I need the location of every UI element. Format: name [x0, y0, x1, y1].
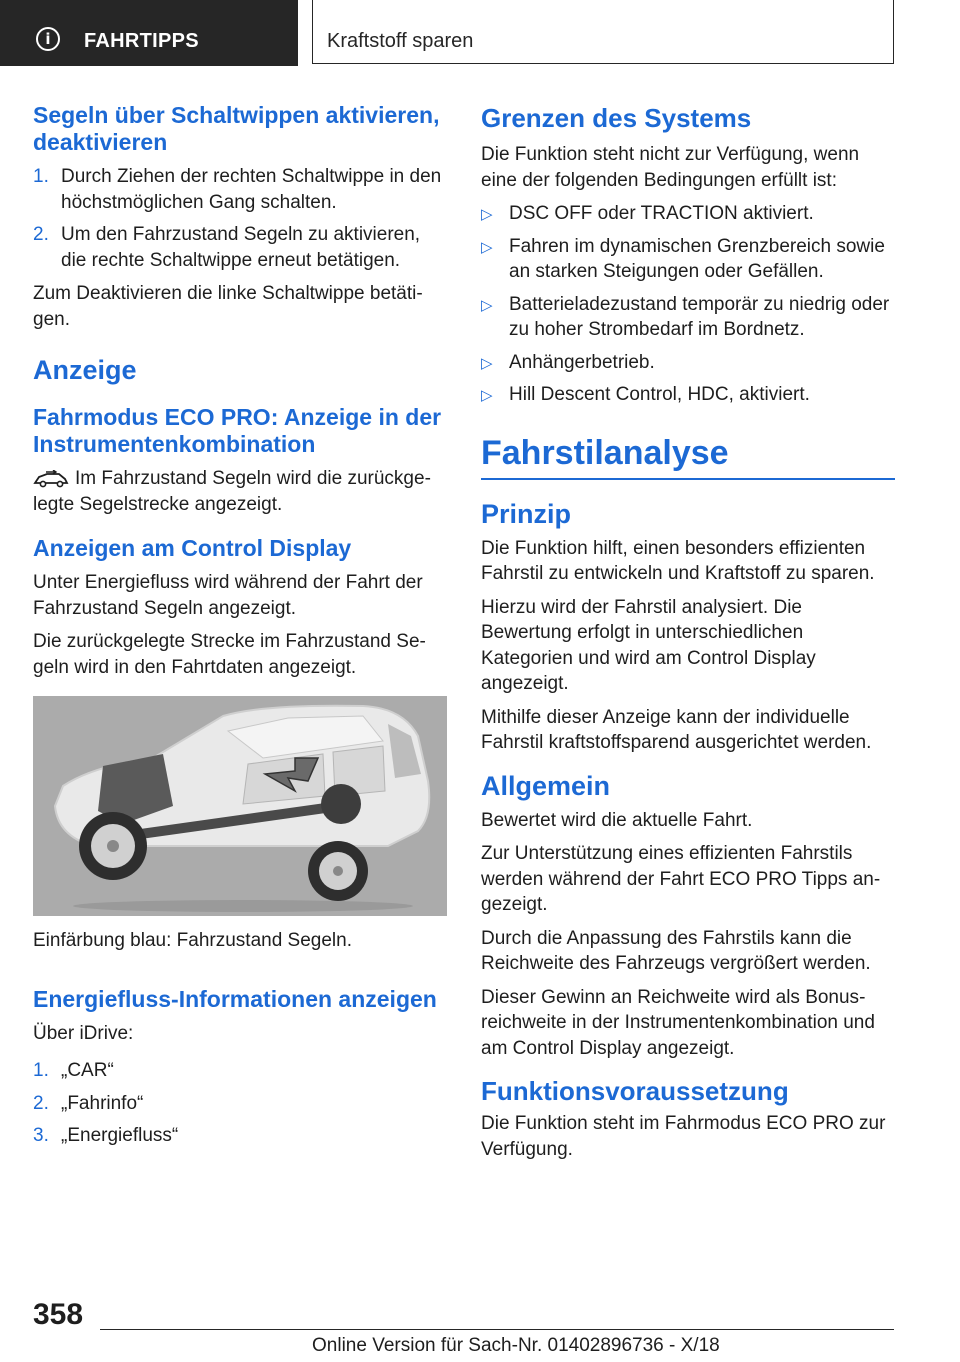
right-column [481, 102, 895, 1170]
allgemein-text-1: Bewertet wird die aktuelle Fahrt. [481, 809, 753, 831]
allgemein-text-4: Dieser Gewinn an Reichweite wird als Bonusreichweite in der Instrumentenkombination und am Control Display angezeigt. [481, 986, 875, 1059]
grenzen-heading: Grenzen des Systems [481, 103, 752, 133]
segeln-deactivate-text: Zum Deaktivieren die linke Schaltwippe betätigen. [33, 283, 423, 330]
anzeige-heading: Anzeige [33, 355, 137, 385]
footer-divider [100, 1329, 894, 1330]
list-item: 2. „Fahrinfo“ [33, 1092, 144, 1114]
triangle-bullet-icon: ▷ [481, 238, 493, 256]
topic-title: Kraftstoff sparen [327, 30, 474, 52]
voraussetzung-text: Die Funktion steht im Fahrmodus ECO PRO zur Verfügung. [481, 1113, 886, 1160]
figure-caption: Einfärbung blau: Fahrzustand Segeln. [33, 930, 352, 951]
list-item: 3. „Energiefluss“ [33, 1125, 179, 1146]
fahrstilanalyse-heading: Fahrstilanalyse [481, 433, 729, 472]
triangle-bullet-icon: ▷ [481, 296, 493, 314]
list-item: 1. Durch Ziehen der rechten Schaltwippe in den höchstmöglichen Gang schalten. [33, 166, 442, 213]
left-column [33, 102, 447, 1157]
triangle-bullet-icon: ▷ [481, 354, 493, 372]
energiefluss-intro: Über iDrive: [33, 1022, 134, 1044]
list-item: ▷ Fahren im dynamischen Grenzbereich sowie an starken Steigungen oder Gefällen. [481, 235, 885, 282]
page-number: 358 [33, 1298, 84, 1331]
triangle-bullet-icon: ▷ [481, 206, 493, 223]
grenzen-intro: Die Funktion steht nicht zur Verfügung, wenn eine der folgenden Bedingungen erfüllt ist: [481, 144, 860, 191]
control-text-2: Die zurückgelegte Strecke im Fahrzustand Segeln wird in den Fahrtdaten angezeigt. [33, 631, 426, 678]
car-illustration [33, 696, 447, 916]
control-text-1: Unter Energiefluss wird während der Fahrt der Fahrzustand Segeln angezeigt. [33, 572, 423, 619]
allgemein-text-3: Durch die Anpassung des Fahrstils kann die Reichweite des Fahrzeugs vergrößert werden. [481, 927, 871, 974]
segeln-heading: Segeln über Schaltwippen aktivieren, deaktivieren [33, 102, 440, 155]
footer-text: Online Version für Sach-Nr. 01402896736 - X/18 [312, 1335, 720, 1356]
triangle-bullet-icon: ▷ [481, 387, 493, 404]
allgemein-text-2: Zur Unterstützung eines effizienten Fahrstils werden während der Fahrt ECO PRO Tipps angezeigt. [481, 843, 881, 915]
fahrmodus-text: Im Fahrzustand Segeln wird die zurückgelegte Segelstrecke angezeigt. [33, 468, 431, 515]
info-icon: i [36, 27, 60, 51]
prinzip-heading: Prinzip [481, 498, 572, 529]
prinzip-text-2: Hierzu wird der Fahrstil analysiert. Die Bewertung erfolgt in unterschiedlichen Kategorien und wird am Control Display angezeigt. [481, 596, 816, 694]
grenzen-list [481, 201, 895, 408]
list-item: ▷ Hill Descent Control, HDC, aktiviert. [481, 382, 895, 408]
energiefluss-heading: Energiefluss-Informationen anzeigen [33, 985, 437, 1012]
car-drivetrain-image [33, 696, 447, 916]
prinzip-text-1: Die Funktion hilft, einen besonders effizienten Fahrstil zu entwickeln und Kraftstoff zu sparen. [481, 537, 875, 584]
analyse-heading-wrap [481, 432, 895, 480]
list-item: ▷ Batterieladezustand temporär zu niedrig oder zu hoher Strombedarf im Bordnetz. [481, 293, 890, 340]
list-item: ▷ Anhängerbetrieb. [481, 350, 895, 376]
section-title: FAHRTIPPS [84, 30, 199, 52]
energiefluss-steps [33, 1058, 447, 1149]
control-display-heading: Anzeigen am Control Display [33, 535, 352, 561]
topic-tab [312, 0, 894, 64]
prinzip-text-3: Mithilfe dieser Anzeige kann der individuelle Fahrstil kraftstoffsparend ausgerichtet werden. [481, 706, 872, 753]
allgemein-heading: Allgemein [481, 770, 611, 801]
section-tab [0, 0, 298, 66]
voraussetzung-heading: Funktionsvoraussetzung [481, 1076, 789, 1106]
list-item: ▷ DSC OFF oder TRACTION aktiviert. [481, 201, 895, 227]
coasting-car-icon [33, 470, 69, 488]
list-item: 1. „CAR“ [33, 1060, 114, 1081]
fahrmodus-heading: Fahrmodus ECO PRO: Anzeige in der Instrumentenkombination [33, 404, 442, 457]
list-item: 2. Um den Fahrzustand Segeln zu aktivieren, die rechte Schaltwippe erneut betätigen. [33, 224, 421, 271]
segeln-steps [33, 164, 447, 273]
